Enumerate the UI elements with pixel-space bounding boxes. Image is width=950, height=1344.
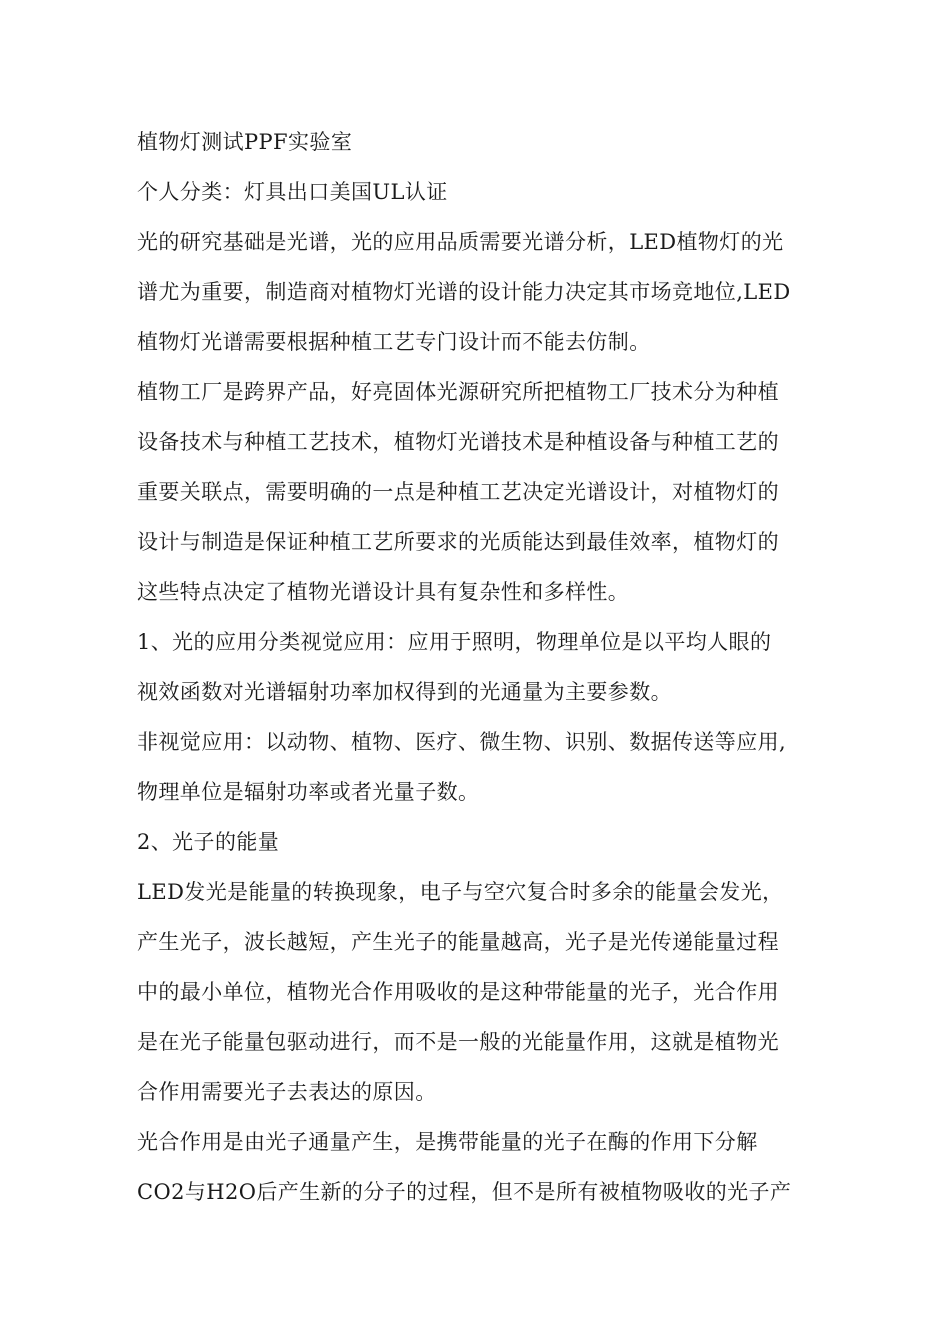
text-line: 设计与制造是保证种植工艺所要求的光质能达到最佳效率，植物灯的 xyxy=(137,530,779,554)
text-line: 2、光子的能量 xyxy=(137,830,280,854)
text-line: 植物工厂是跨界产品，好亮固体光源研究所把植物工厂技术分为种植 xyxy=(137,380,779,404)
section-heading-photon-energy xyxy=(137,817,817,867)
paragraph-non-visual-applications xyxy=(137,717,817,817)
text-line: 谱尤为重要，制造商对植物灯光谱的设计能力决定其市场竞地位,LED xyxy=(137,280,791,304)
document-body xyxy=(137,117,817,1217)
document-title: 植物灯测试PPF实验室 xyxy=(137,130,353,154)
text-line: 合作用需要光子去表达的原因。 xyxy=(137,1080,437,1104)
text-line: 这些特点决定了植物光谱设计具有复杂性和多样性。 xyxy=(137,580,630,604)
document-category: 个人分类：灯具出口美国UL认证 xyxy=(137,180,448,204)
text-line: 物理单位是辐射功率或者光量子数。 xyxy=(137,780,480,804)
paragraph-visual-applications xyxy=(137,617,817,717)
text-line: 设备技术与种植工艺技术，植物灯光谱技术是种植设备与种植工艺的 xyxy=(137,430,779,454)
paragraph-plant-factory xyxy=(137,367,817,617)
text-line: 视效函数对光谱辐射功率加权得到的光通量为主要参数。 xyxy=(137,680,672,704)
text-line: 非视觉应用：以动物、植物、医疗、微生物、识别、数据传送等应用, xyxy=(137,730,787,754)
paragraph-spectrum-basics xyxy=(137,217,817,367)
text-line: 植物灯光谱需要根据种植工艺专门设计而不能去仿制。 xyxy=(137,330,651,354)
paragraph-photosynthesis xyxy=(137,1117,817,1217)
text-line: 中的最小单位，植物光合作用吸收的是这种带能量的光子，光合作用 xyxy=(137,980,779,1004)
text-line: 重要关联点，需要明确的一点是种植工艺决定光谱设计，对植物灯的 xyxy=(137,480,779,504)
text-line: 产生光子，波长越短，产生光子的能量越高，光子是光传递能量过程 xyxy=(137,930,779,954)
text-line: 光合作用是由光子通量产生，是携带能量的光子在酶的作用下分解 xyxy=(137,1130,758,1154)
text-line: 1、光的应用分类视觉应用：应用于照明，物理单位是以平均人眼的 xyxy=(137,630,772,654)
text-line: LED发光是能量的转换现象，电子与空穴复合时多余的能量会发光， xyxy=(137,880,784,904)
paragraph-led-photons xyxy=(137,867,817,1117)
text-line: 是在光子能量包驱动进行，而不是一般的光能量作用，这就是植物光 xyxy=(137,1030,779,1054)
text-line: CO2与H2O后产生新的分子的过程，但不是所有被植物吸收的光子产 xyxy=(137,1180,792,1204)
text-line: 光的研究基础是光谱，光的应用品质需要光谱分析，LED植物灯的光 xyxy=(137,230,784,254)
